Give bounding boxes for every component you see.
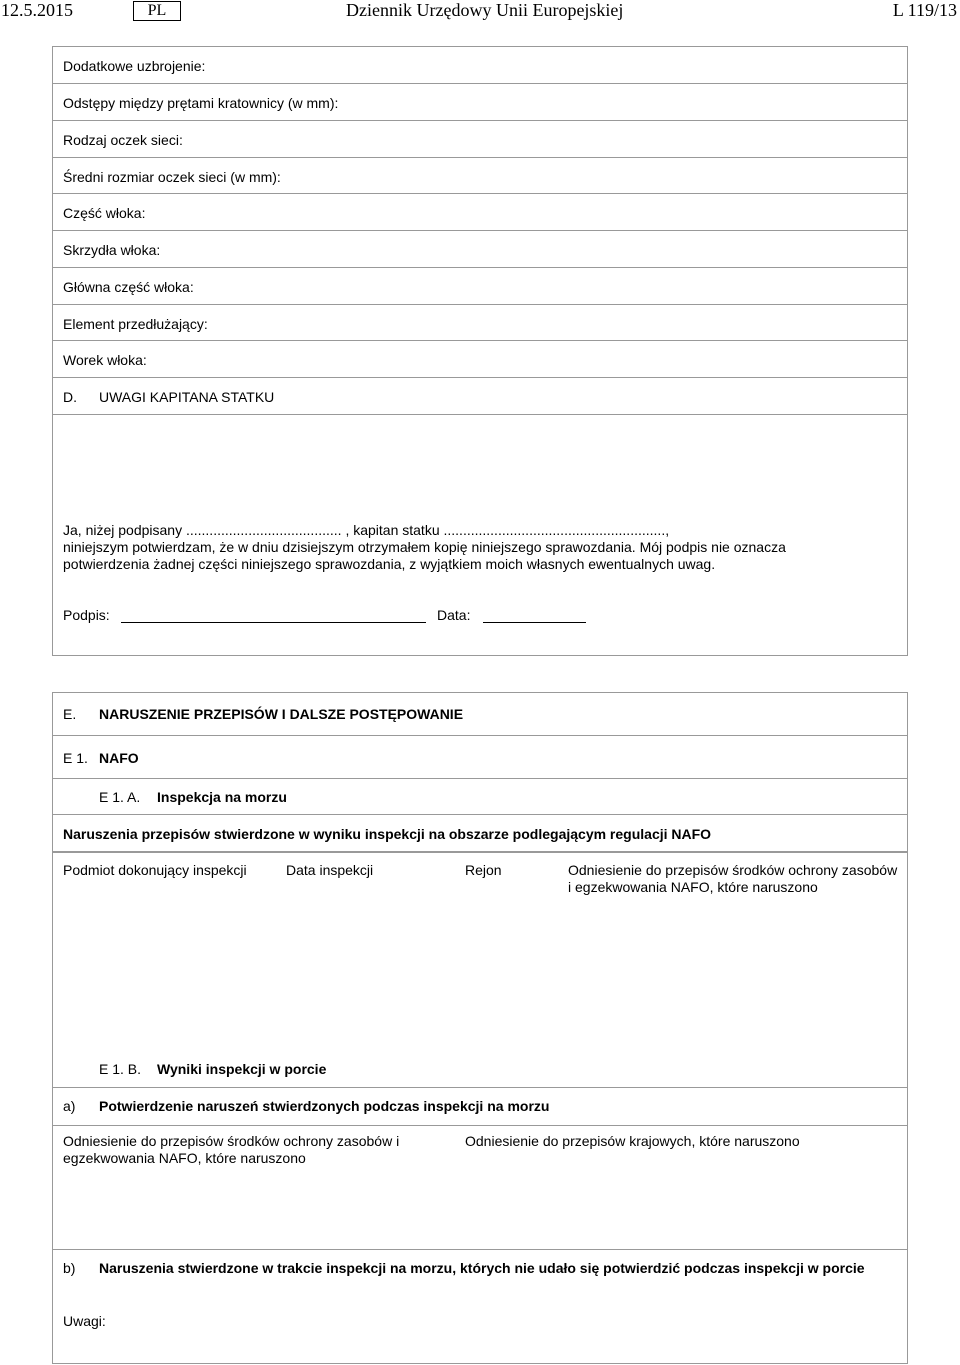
gear-row-label: Dodatkowe uzbrojenie: <box>63 58 206 74</box>
e1a-header <box>53 779 907 815</box>
gear-row-label: Skrzydła włoka: <box>63 242 161 258</box>
e1b-header <box>53 1051 907 1088</box>
e1a-subtitle: Naruszenia przepisów stwierdzone w wyniku inspekcji na obszarze podlegającym regulacji NAFO <box>63 826 712 842</box>
infringements-table <box>52 692 908 1364</box>
declaration-line: Ja, niżej podpisany ........................................ , kapitan statku ........................................................., <box>63 522 670 538</box>
section-d-header <box>53 378 907 415</box>
a-header <box>53 1088 907 1126</box>
gear-row <box>53 158 907 194</box>
gear-row <box>53 268 907 305</box>
e1a-title: Inspekcja na morzu <box>157 789 287 805</box>
page-number: L 119/13 <box>892 0 957 20</box>
declaration-line: potwierdzenia żadnej części niniejszego sprawozdania, z wyjątkiem moich własnych ewentualnych uwag. <box>63 556 716 572</box>
e1a-subtitle-row <box>53 815 907 853</box>
journal-header <box>0 0 960 24</box>
publication-date: 12.5.2015 <box>1 0 73 20</box>
gear-row <box>53 231 907 268</box>
b-title: Naruszenia stwierdzone w trakcie inspekcji na morzu, których nie udało się potwierdzić podczas inspekcji w porcie <box>99 1260 865 1276</box>
signature-line[interactable] <box>121 622 426 623</box>
e1b-number: E 1. B. <box>99 1061 142 1077</box>
captain-declaration <box>63 522 901 573</box>
date-line[interactable] <box>483 622 586 623</box>
b-section <box>53 1250 907 1365</box>
section-e-header <box>53 693 907 736</box>
e1b-title: Wyniki inspekcji w porcie <box>157 1061 327 1077</box>
gear-row-label: Odstępy między prętami kratownicy (w mm): <box>63 95 339 111</box>
e1a-columns <box>53 853 907 1051</box>
gear-and-remarks-table <box>52 46 908 656</box>
gear-row <box>53 84 907 121</box>
gear-row-label: Rodzaj oczek sieci: <box>63 132 183 148</box>
gear-row <box>53 341 907 378</box>
date-label: Data: <box>437 607 471 623</box>
section-d-title: UWAGI KAPITANA STATKU <box>99 389 275 405</box>
gear-row-label: Część włoka: <box>63 205 146 221</box>
e1-number: E 1. <box>63 750 88 766</box>
column-nafo-reference: Odniesienie do przepisów środków ochrony zasobów i egzekwowania NAFO, które naruszono <box>63 1133 400 1166</box>
section-d-letter: D. <box>63 389 77 405</box>
column-inspection-date: Data inspekcji <box>286 862 374 878</box>
column-inspector: Podmiot dokonujący inspekcji <box>63 862 247 878</box>
gear-row-label: Średni rozmiar oczek sieci (w mm): <box>63 169 281 185</box>
gear-row-label: Worek włoka: <box>63 352 147 368</box>
column-nafo-reference: Odniesienie do przepisów środków ochrony zasobów i egzekwowania NAFO, które naruszono <box>568 862 898 895</box>
a-letter: a) <box>63 1098 76 1114</box>
remarks-label: Uwagi: <box>63 1313 106 1329</box>
gear-row-label: Element przedłużający: <box>63 316 208 332</box>
section-e-title: NARUSZENIE PRZEPISÓW I DALSZE POSTĘPOWANIE <box>99 706 464 722</box>
gear-row <box>53 47 907 84</box>
b-letter: b) <box>63 1260 76 1276</box>
column-area: Rejon <box>465 862 502 878</box>
gear-row <box>53 194 907 231</box>
section-e-letter: E. <box>63 706 77 722</box>
language-badge: PL <box>133 1 181 21</box>
signature-label: Podpis: <box>63 607 110 623</box>
a-columns <box>53 1126 907 1250</box>
gear-row <box>53 121 907 158</box>
column-national-reference: Odniesienie do przepisów krajowych, które naruszono <box>465 1133 800 1149</box>
e1-header <box>53 736 907 779</box>
journal-title: Dziennik Urzędowy Unii Europejskiej <box>346 0 624 20</box>
e1-title: NAFO <box>99 750 139 766</box>
declaration-line: niniejszym potwierdzam, że w dniu dzisiejszym otrzymałem kopię niniejszego sprawozdania. Mój podpis nie oznacza <box>63 539 786 555</box>
a-title: Potwierdzenie naruszeń stwierdzonych podczas inspekcji na morzu <box>99 1098 550 1114</box>
e1a-number: E 1. A. <box>99 789 141 805</box>
gear-row-label: Główna część włoka: <box>63 279 194 295</box>
gear-row <box>53 305 907 341</box>
